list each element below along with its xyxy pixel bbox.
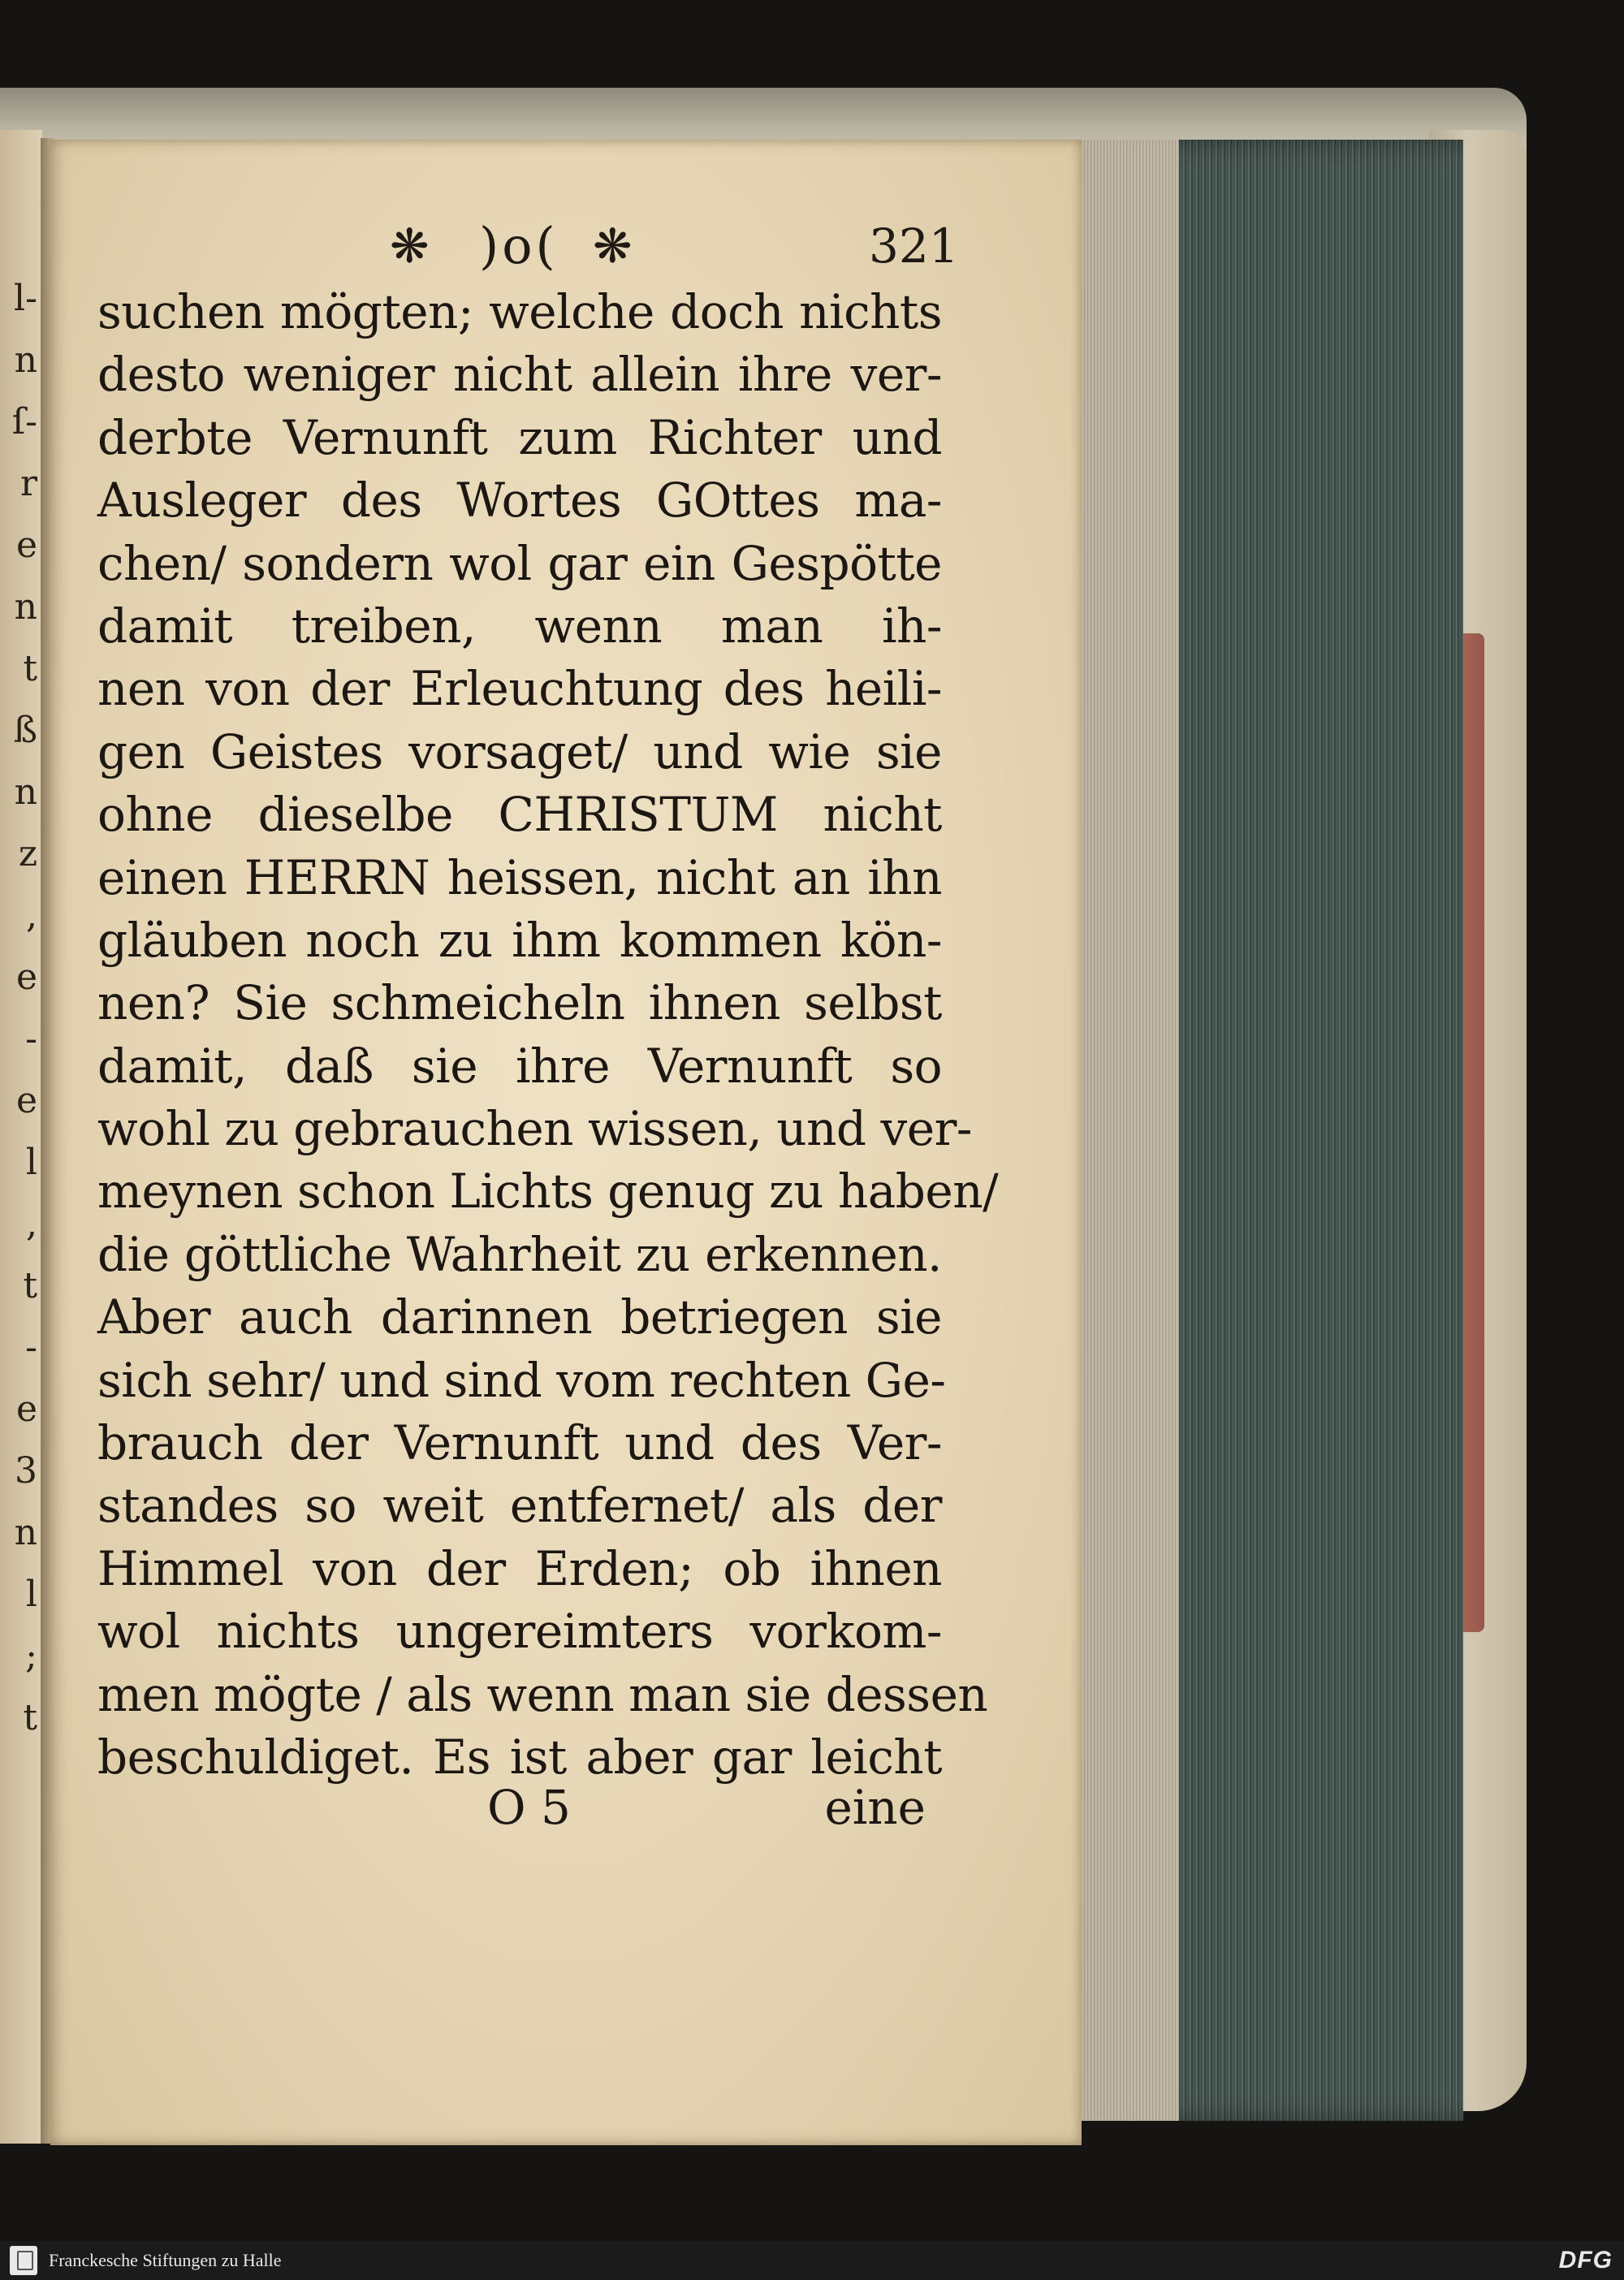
- text-line: nen von der Erleuchtung des heili-: [97, 661, 942, 717]
- text-line: Aber auch darinnen betriegen sie: [97, 1289, 942, 1345]
- institution-name[interactable]: Franckesche Stiftungen zu Halle: [49, 2250, 282, 2270]
- signature-mark: O 5: [487, 1780, 571, 1835]
- text-line: chen/ sondern wol gar ein Gespötte: [97, 535, 942, 591]
- page-number: 321: [869, 218, 959, 274]
- text-line: gen Geistes vorsaget/ und wie sie: [97, 723, 942, 779]
- text-line: brauch der Vernunft und des Ver-: [97, 1415, 942, 1471]
- text-line: men mögte / als wenn man sie dessen: [97, 1666, 988, 1722]
- text-line: meynen schon Lichts genug zu haben/: [97, 1164, 999, 1220]
- text-line: gläuben noch zu ihm kommen kön-: [97, 912, 942, 968]
- page-header: [390, 218, 958, 274]
- page-footer: [487, 1775, 926, 1840]
- ornament-left-icon: ❋: [390, 218, 430, 274]
- text-line: Ausleger des Wortes GOttes ma-: [97, 473, 942, 529]
- text-line: beschuldiget. Es ist aber gar leicht: [97, 1729, 942, 1785]
- text-line: derbte Vernunft zum Richter und: [97, 409, 942, 465]
- text-line: damit, daß sie ihre Vernunft so: [97, 1038, 942, 1094]
- text-line: wohl zu gebrauchen wissen, und ver-: [97, 1101, 972, 1157]
- previous-page-margin-text: l- n ſ- r e n t ß n z , e - e l , t - e 3 n l ; t: [11, 278, 37, 1738]
- text-line: ohne dieselbe CHRISTUM nicht: [97, 787, 942, 843]
- text-line: suchen mögten; welche doch nichts: [97, 284, 942, 339]
- text-line: standes so weit entfernet/ als der: [97, 1478, 942, 1534]
- ornament-center: )o(: [479, 216, 559, 275]
- text-line: die göttliche Wahrheit zu erkennen.: [97, 1226, 942, 1282]
- viewer-footer-bar: [0, 2241, 1624, 2280]
- text-line: Himmel von der Erden; ob ihnen: [97, 1540, 942, 1596]
- text-line: wol nichts ungereimters vorkom-: [97, 1604, 942, 1660]
- text-line: desto weniger nicht allein ihre ver-: [97, 347, 942, 403]
- ornament-right-icon: ❋: [593, 218, 633, 274]
- text-line: einen HERRN heissen, nicht an ihn: [97, 849, 942, 905]
- page-text-block: [97, 281, 999, 1789]
- text-line: sich sehr/ und sind vom rechten Ge-: [97, 1352, 946, 1408]
- catchword: eine: [824, 1780, 926, 1835]
- text-line: damit treiben, wenn man ih-: [97, 598, 942, 654]
- text-line: nen? Sie schmeicheln ihnen selbst: [97, 975, 942, 1031]
- institution-logo-icon[interactable]: [10, 2246, 37, 2275]
- dfg-logo[interactable]: DFG: [1558, 2247, 1613, 2274]
- page-block-edges-light: [1082, 140, 1179, 2121]
